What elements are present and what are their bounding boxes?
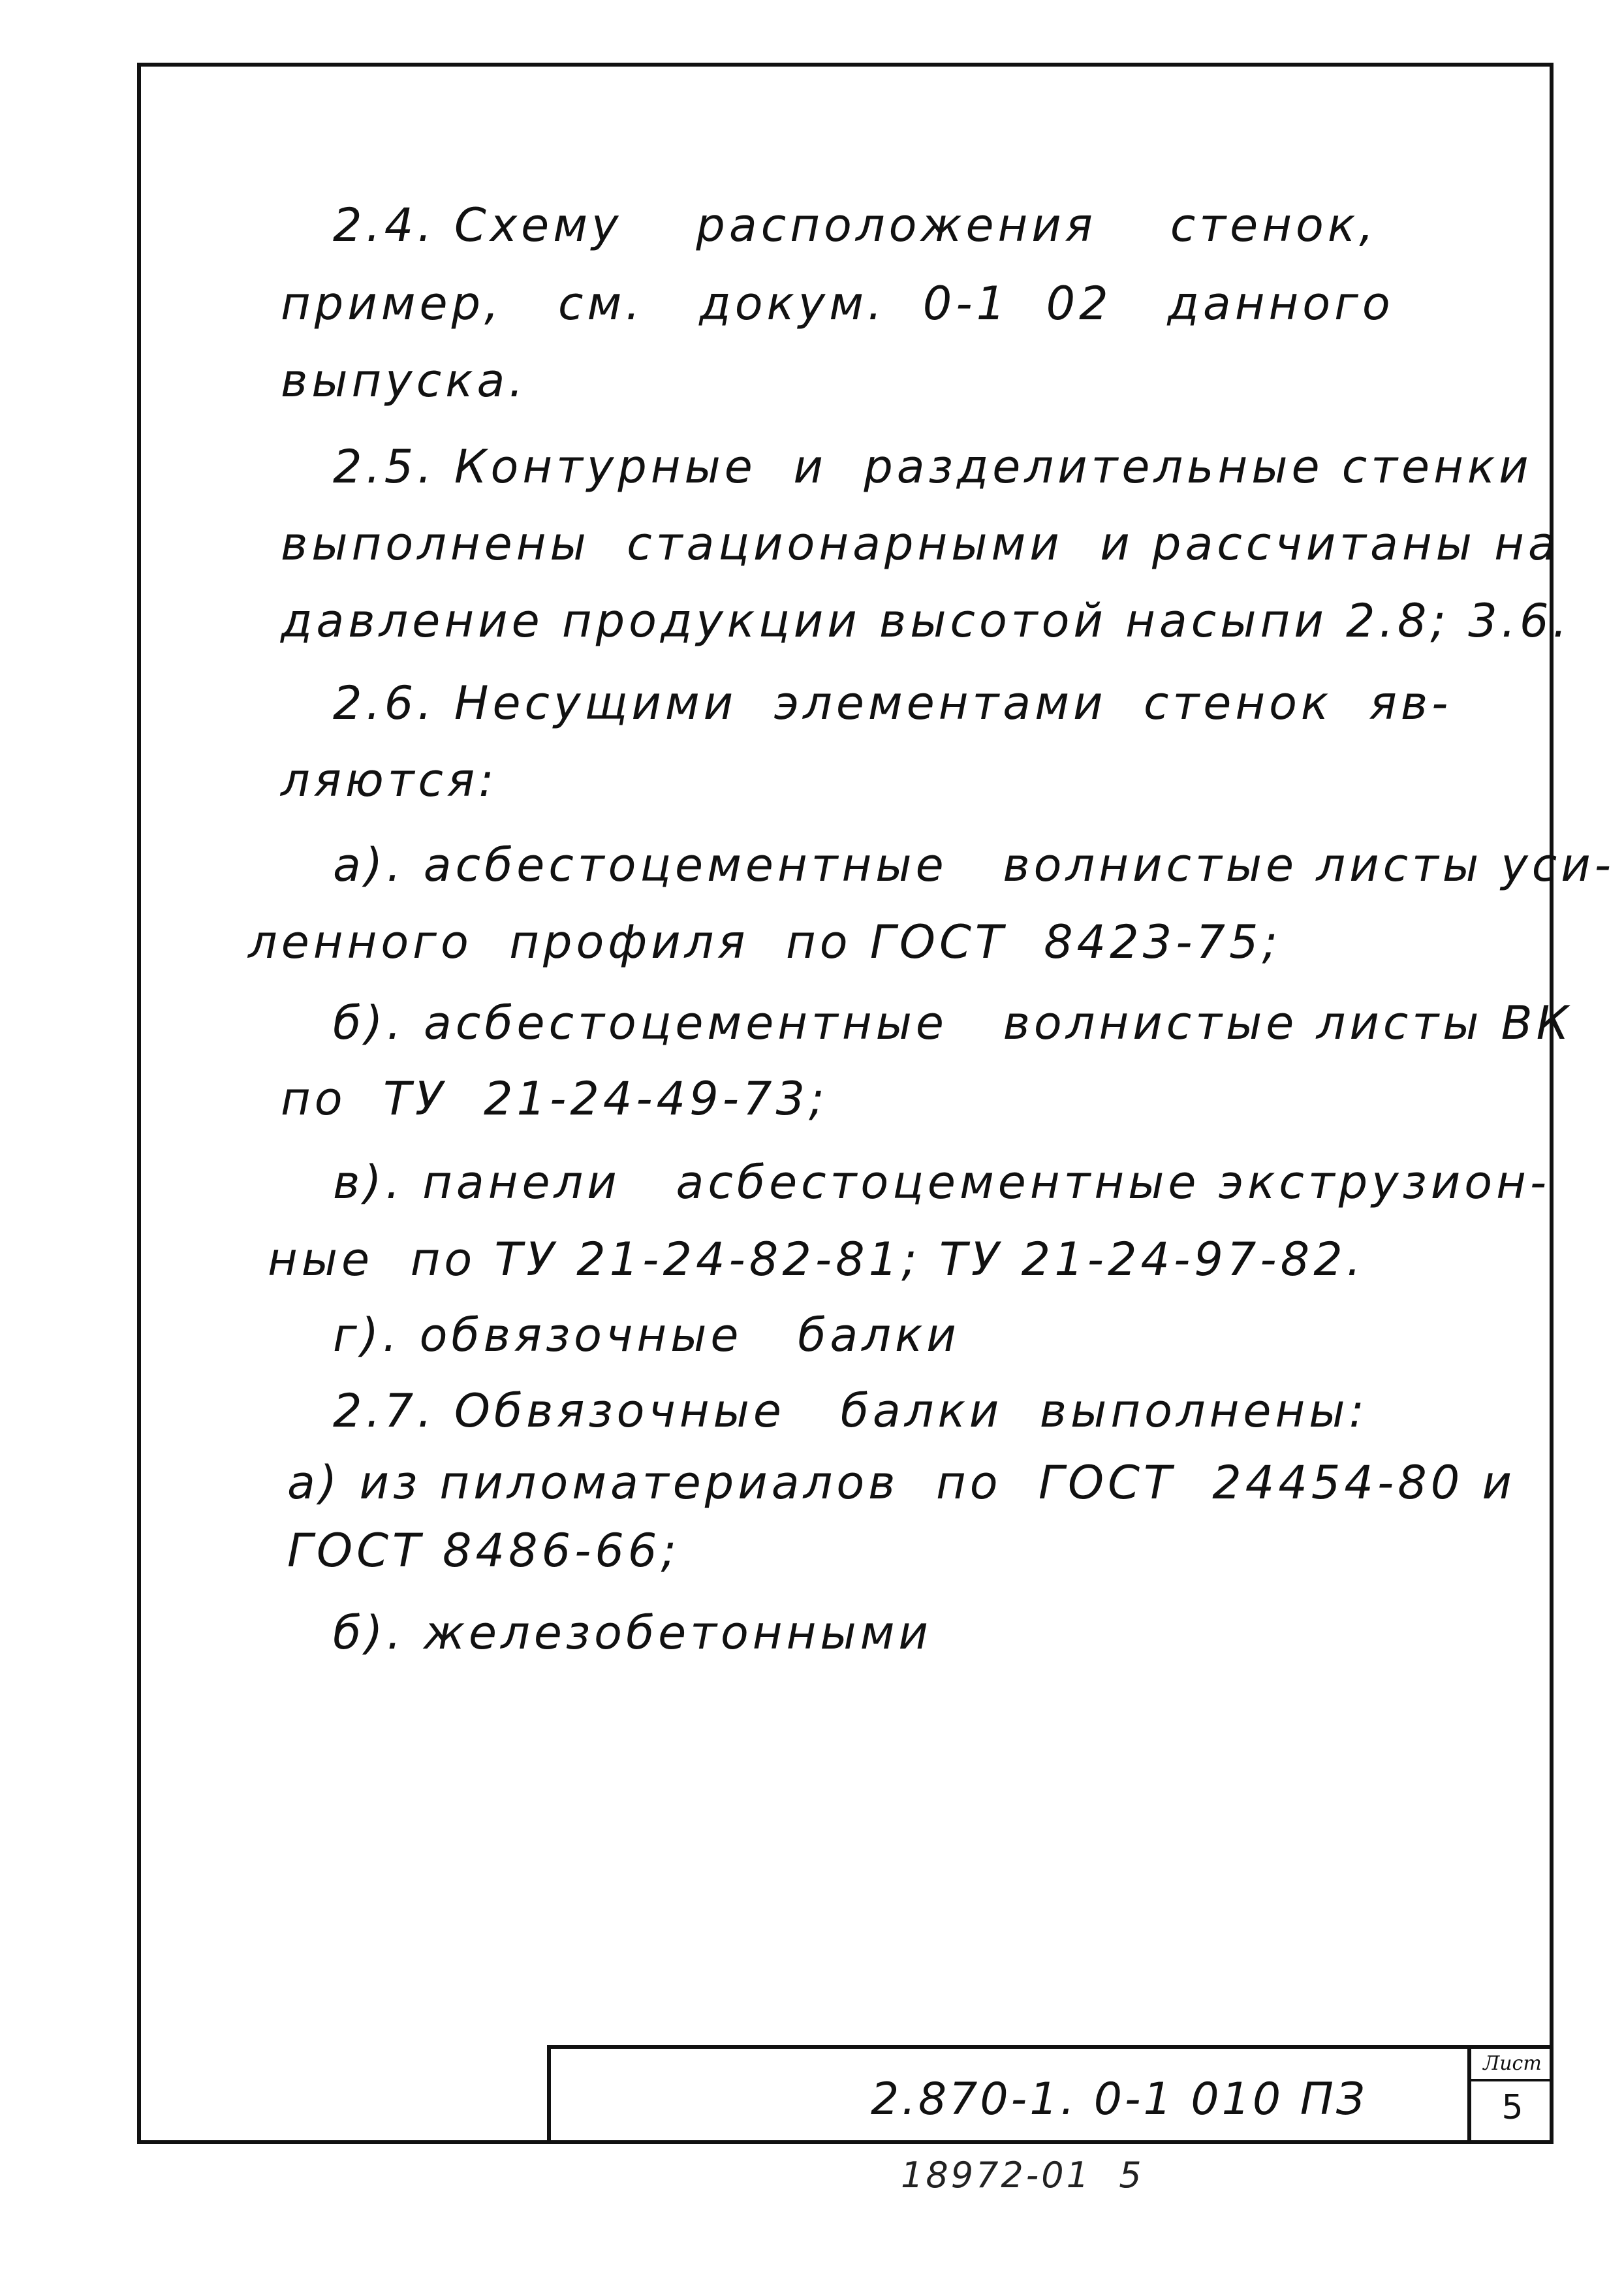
text-line: давление продукции высотой насыпи 2.8; 3.6. (281, 594, 1571, 648)
text-line: б). железобетонными (333, 1606, 932, 1660)
text-line: а) из пиломатериалов по ГОСТ 24454-80 и (287, 1456, 1516, 1510)
text-line: выпуска. (281, 354, 527, 407)
text-line: в). панели асбестоцементные экструзион- (333, 1156, 1551, 1209)
text-line: 2.4. Схему расположения стенок, (333, 198, 1378, 252)
text-line: ляются: (281, 753, 498, 807)
text-line: ленного профиля по ГОСТ 8423-75; (248, 915, 1282, 969)
text-line: пример, см. докум. 0-1 02 данного (281, 277, 1394, 330)
text-line: б). асбестоцементные волнистые листы ВК (333, 996, 1573, 1050)
archive-note: 18972-01 5 (901, 2155, 1144, 2196)
sheet-box (1467, 2049, 1554, 2143)
title-block (547, 2045, 1554, 2143)
sheet-label: Лист (1471, 2049, 1554, 2081)
text-line: выполнены стационарными и рассчитаны на (281, 517, 1560, 571)
text-line: ные по ТУ 21-24-82-81; ТУ 21-24-97-82. (268, 1233, 1365, 1286)
text-line: 2.6. Несущими элементами стенок яв- (333, 676, 1452, 730)
text-line: 2.5. Контурные и разделительные стенки (333, 440, 1533, 494)
text-line: ГОСТ 8486-66; (287, 1524, 681, 1577)
text-line: а). асбестоцементные волнистые листы уси- (333, 838, 1616, 892)
document-code: 2.870-1. 0-1 010 ПЗ (871, 2074, 1367, 2125)
text-line: 2.7. Обвязочные балки выполнены: (333, 1384, 1369, 1438)
text-line: по ТУ 21-24-49-73; (281, 1072, 828, 1126)
sheet-number: 5 (1501, 2088, 1523, 2127)
text-line: г). обвязочные балки (333, 1308, 960, 1362)
